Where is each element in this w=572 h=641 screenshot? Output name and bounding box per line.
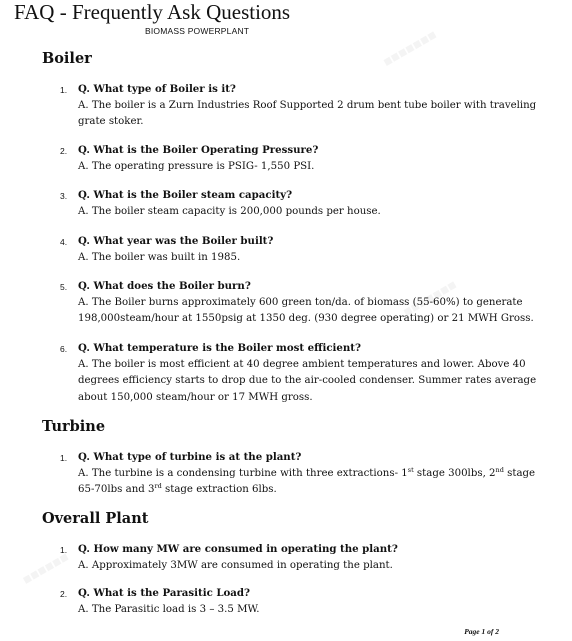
watermark	[380, 26, 439, 69]
item-number: 6.	[60, 344, 68, 354]
question-text: Q. How many MW are consumed in operating the plant?	[78, 543, 398, 555]
question-text: Q. What year was the Boiler built?	[78, 235, 274, 247]
answer-text: A. The boiler is most efficient at 40 degree ambient temperatures and lower. Above 40 degrees efficiency starts to drop due to the air-cooled condenser. Summer rates average about 150,000 steam/hour or 17 MWH gross.	[78, 358, 537, 403]
item-number: 3.	[60, 191, 68, 201]
section-heading-turbine: Turbine	[42, 418, 106, 435]
item-number: 1.	[60, 85, 68, 95]
item-number: 1.	[60, 545, 68, 555]
answer-text: A. The boiler steam capacity is 200,000 pounds per house.	[78, 205, 381, 217]
answer-text: A. The Parasitic load is 3 – 3.5 MW.	[78, 603, 260, 615]
page-subtitle: BIOMASS POWERPLANT	[145, 26, 250, 36]
answer-text: A. The boiler was built in 1985.	[78, 251, 241, 263]
answer-text: A. The boiler is a Zurn Industries Roof Supported 2 drum bent tube boiler with traveling grate stoker.	[78, 99, 537, 127]
item-number: 4.	[60, 237, 68, 247]
page-title: FAQ - Frequently Ask Questions	[14, 0, 291, 24]
question-text: Q. What type of turbine is at the plant?	[78, 451, 302, 463]
answer-text: A. The turbine is a condensing turbine with three extractions- 1st stage 300lbs, 2nd stage 65-70lbs and 3rd stage extraction 6lbs.	[78, 465, 536, 495]
item-number: 2.	[60, 146, 68, 156]
answer-text: A. Approximately 3MW are consumed in operating the plant.	[78, 559, 393, 571]
question-text: Q. What temperature is the Boiler most efficient?	[78, 342, 361, 354]
answer-text: A. The operating pressure is PSIG- 1,550 PSI.	[78, 160, 315, 172]
question-text: Q. What is the Parasitic Load?	[78, 587, 250, 599]
question-text: Q. What does the Boiler burn?	[78, 280, 251, 292]
item-number: 1.	[60, 453, 68, 463]
question-text: Q. What type of Boiler is it?	[78, 83, 236, 95]
section-heading-boiler: Boiler	[42, 50, 92, 67]
item-number: 5.	[60, 282, 68, 292]
question-text: Q. What is the Boiler Operating Pressure?	[78, 144, 319, 156]
item-number: 2.	[60, 589, 68, 599]
answer-text: A. The Boiler burns approximately 600 green ton/da. of biomass (55-60%) to generate 198,000steam/hour at 1550psig at 1350 deg. (930 degree operating) or 21 MWH Gross.	[78, 296, 534, 324]
question-text: Q. What is the Boiler steam capacity?	[78, 189, 293, 201]
page-number: Page 1 of 2	[464, 627, 499, 636]
section-heading-overall-plant: Overall Plant	[42, 510, 149, 527]
